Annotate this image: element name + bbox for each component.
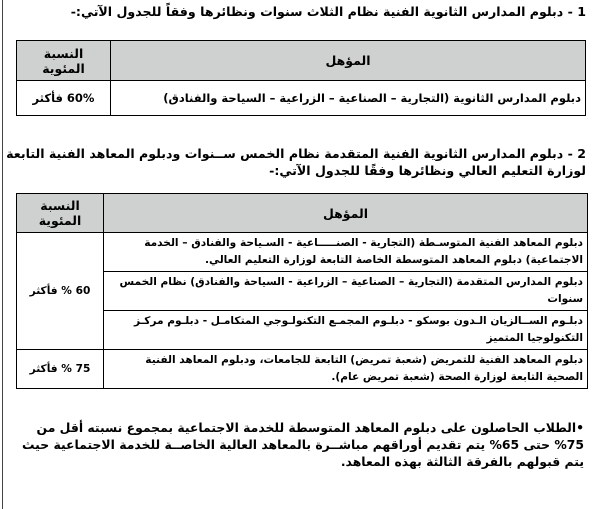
section2-heading-line2: لوزارة التعليم العالي ونظائرها وفقًا للجدول الآتي:- bbox=[269, 163, 586, 178]
percentage-cell: 60% فأكثر bbox=[17, 81, 111, 116]
qualification-cell: دبلوم المدارس المتقدمة (التجارية – الصناعية – الزراعية - السياحة والفنادق) نظام الخمس سنوات bbox=[104, 272, 588, 311]
header-percentage: النسبة المئوية bbox=[17, 41, 111, 81]
qualification-cell: دبلـوم الســالزيان الـدون بوسكو - دبلـوم المجمـع التكنولـوجي المتكامـل - دبلـوم مركـز التكنولوجيا المتميز bbox=[104, 311, 588, 350]
table-row bbox=[17, 81, 586, 116]
header-percentage: النسبة المئوية bbox=[17, 194, 104, 233]
header-qualification: المؤهل bbox=[111, 41, 586, 81]
percentage-cell-group2: 75 % فأكثر bbox=[17, 350, 104, 389]
qualification-cell: دبلوم المعاهد الفنية للتمريض (شعبة تمريض) التابعة للجامعات، ودبلوم المعاهد الفنية الصحية التابعة لوزارة الصحة (شعبة تمريض عام). bbox=[104, 350, 588, 389]
note-paragraph: •الطلاب الحاصلون على دبلوم المعاهد المتوسطة للخدمة الاجتماعية بمجموع نسبته أقل من 75% حتى 65% يتم تقديم أوراقهم مباشــرة بالمعاهد العالية الخاصــة للخدمة الاجتماعية حيث يتم قبولهم بالفرقة الثالثة بهذه المعاهد. bbox=[22, 420, 584, 469]
table-row bbox=[17, 233, 588, 272]
qualification-cell: دبلوم المعاهد الفنية المتوسـطة (التجارية - الصنـــــاعية - السـياحة والفنادق – الخدمة الاجتماعية) دبلوم المعاهد المتوسطة الخاصة التابعة لوزارة التعليم العالي. bbox=[104, 233, 588, 272]
section1-heading: 1 - دبلوم المدارس الثانوية الفنية نظام الثلاث سنوات ونظائرها وفقاً للجدول الآتي:- bbox=[70, 4, 586, 19]
header-qualification: المؤهل bbox=[104, 194, 588, 233]
table-section1 bbox=[16, 40, 586, 116]
section2-heading-line1: 2 - دبلوم المدارس الثانوية الفنية المتقدمة نظام الخمس ســنوات ودبلوم المعاهد الفنية التابعة bbox=[6, 146, 586, 161]
qualification-cell: دبلوم المدارس الثانوية (التجارية – الصناعية – الزراعية – السياحة والفنادق) bbox=[111, 81, 586, 116]
table-section2 bbox=[16, 193, 588, 389]
page-border bbox=[2, 0, 3, 509]
percentage-cell-group1: 60 % فأكثر bbox=[17, 233, 104, 350]
table-row bbox=[17, 350, 588, 389]
